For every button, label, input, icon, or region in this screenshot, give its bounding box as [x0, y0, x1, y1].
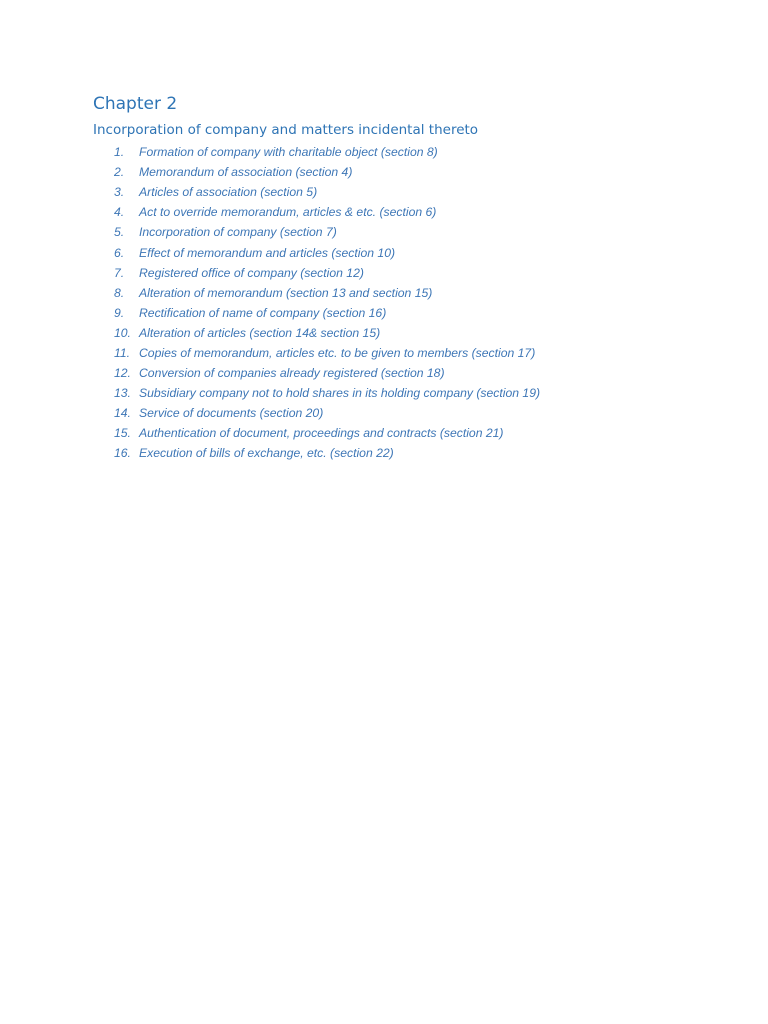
list-item-text: Subsidiary company not to hold shares in its holding company (section 19) — [139, 386, 541, 401]
list-item — [114, 142, 540, 162]
list-item — [114, 403, 540, 423]
list-item-text: Alteration of memorandum (section 13 and section 15) — [139, 285, 433, 300]
list-item-text: Formation of company with charitable object (section 8) — [139, 145, 438, 160]
list-item-text: Registered office of company (section 12) — [139, 265, 364, 280]
section-list — [114, 142, 540, 464]
list-item-number: 14. — [114, 406, 131, 421]
list-item-number: 2. — [114, 165, 125, 180]
chapter-subtitle: Incorporation of company and matters incidental thereto — [93, 122, 479, 138]
list-item-number: 8. — [114, 285, 125, 300]
list-item-text: Rectification of name of company (section 16) — [139, 305, 387, 320]
list-item — [114, 283, 540, 303]
list-item-text: Copies of memorandum, articles etc. to be given to members (section 17) — [139, 345, 536, 360]
list-item-number: 5. — [114, 225, 125, 240]
list-item-text: Act to override memorandum, articles & etc. (section 6) — [139, 205, 437, 220]
list-item-text: Service of documents (section 20) — [139, 406, 324, 421]
list-item-number: 12. — [114, 366, 131, 381]
list-item — [114, 363, 540, 383]
list-item-text: Incorporation of company (section 7) — [139, 225, 337, 240]
list-item-text: Alteration of articles (section 14& section 15) — [139, 325, 381, 340]
list-item — [114, 323, 540, 343]
list-item-text: Conversion of companies already registered (section 18) — [139, 366, 445, 381]
list-item-text: Authentication of document, proceedings and contracts (section 21) — [139, 426, 504, 441]
list-item-number: 4. — [114, 205, 125, 220]
list-item-text: Articles of association (section 5) — [139, 185, 318, 200]
list-item-text: Effect of memorandum and articles (section 10) — [139, 245, 396, 260]
list-item — [114, 222, 540, 242]
list-item-number: 11. — [114, 345, 131, 360]
chapter-title: Chapter 2 — [93, 94, 178, 114]
list-item — [114, 263, 540, 283]
list-item — [114, 182, 540, 202]
list-item-number: 10. — [114, 325, 131, 340]
list-item — [114, 303, 540, 323]
list-item-number: 15. — [114, 426, 131, 441]
list-item-number: 9. — [114, 305, 125, 320]
list-item-number: 6. — [114, 245, 125, 260]
list-item-number: 1. — [114, 145, 125, 160]
list-item-number: 7. — [114, 265, 125, 280]
list-item-text: Memorandum of association (section 4) — [139, 165, 353, 180]
list-item — [114, 242, 540, 262]
list-item-number: 3. — [114, 185, 125, 200]
list-item — [114, 162, 540, 182]
list-item — [114, 383, 540, 403]
list-item-number: 16. — [114, 446, 131, 461]
list-item — [114, 343, 540, 363]
list-item-text: Execution of bills of exchange, etc. (section 22) — [139, 446, 394, 461]
list-item — [114, 443, 540, 463]
list-item-number: 13. — [114, 386, 131, 401]
list-item — [114, 202, 540, 222]
list-item — [114, 423, 540, 443]
